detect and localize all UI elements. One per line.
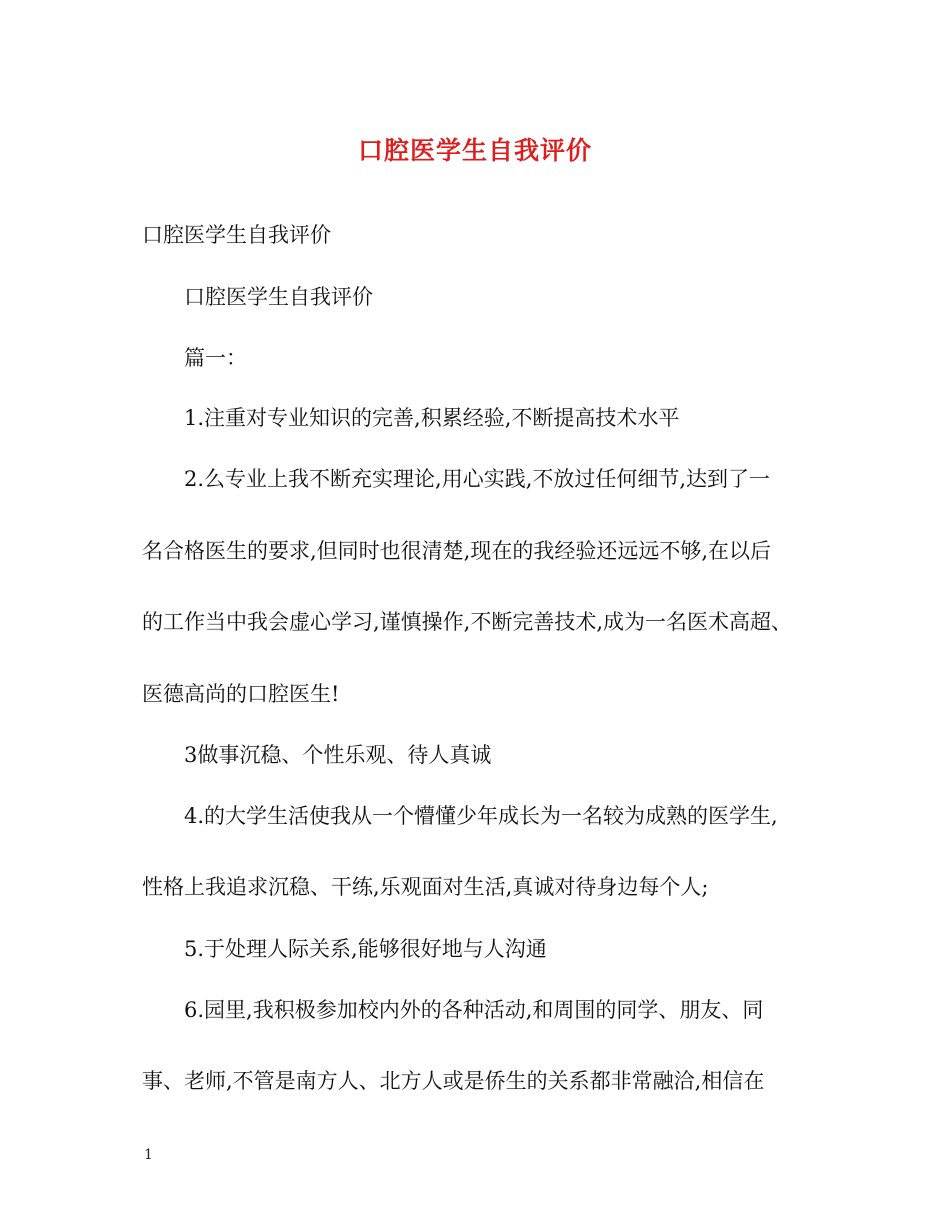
text-line: 医德高尚的口腔医生!	[142, 682, 340, 706]
text-line: 事、老师,不管是南方人、北方人或是侨生的关系都非常融洽,相信在	[142, 1069, 765, 1093]
text-line: 2.么专业上我不断充实理论,用心实践,不放过任何细节,达到了一	[184, 467, 771, 491]
text-line: 5.于处理人际关系,能够很好地与人沟通	[184, 937, 547, 961]
text-line: 篇一：	[184, 346, 247, 370]
text-line: 口腔医学生自我评价	[184, 285, 373, 309]
text-line: 名合格医生的要求,但同时也很清楚,现在的我经验还远远不够,在以后	[142, 539, 772, 563]
text-line: 性格上我追求沉稳、干练,乐观面对生活,真诚对待身边每个人;	[142, 875, 709, 899]
text-line: 3做事沉稳、个性乐观、待人真诚	[184, 743, 492, 767]
text-line: 的工作当中我会虚心学习,谨慎操作,不断完善技术,成为一名医术高超、	[142, 610, 793, 634]
document-title: 口腔医学生自我评价	[357, 136, 592, 165]
page-number: 1	[144, 1147, 153, 1163]
text-line: 1.注重对专业知识的完善,积累经验,不断提高技术水平	[184, 406, 680, 430]
text-line: 口腔医学生自我评价	[142, 223, 331, 247]
text-line: 4.的大学生活使我从一个懵懂少年成长为一名较为成熟的医学生,	[184, 804, 778, 828]
text-line: 6.园里,我积极参加校内外的各种活动,和周围的同学、朋友、同	[184, 998, 764, 1022]
